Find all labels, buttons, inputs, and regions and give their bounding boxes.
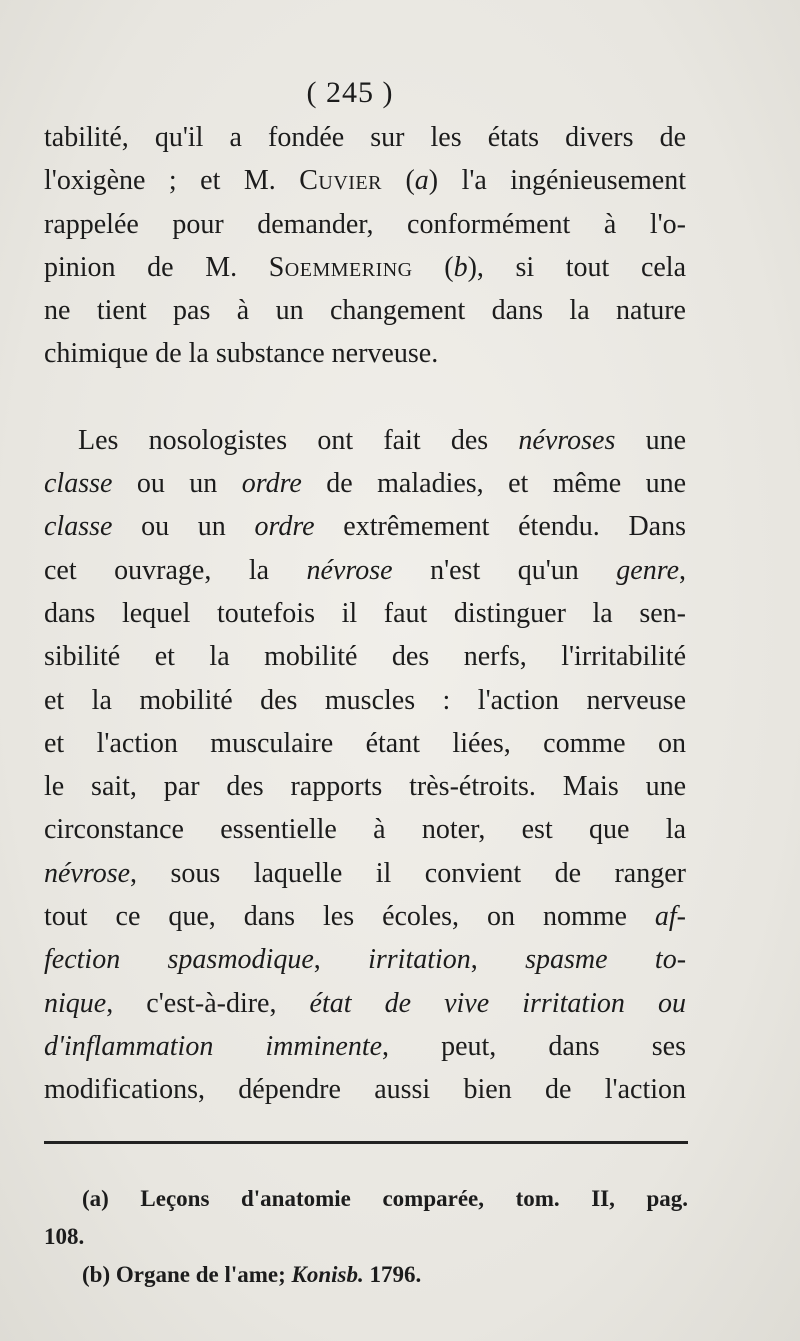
- text-line: [44, 332, 686, 375]
- italic-term: Konisb.: [291, 1262, 364, 1287]
- text-span: , sous laquelle il convient de ranger: [130, 857, 686, 889]
- footnotes: [44, 1180, 688, 1294]
- footnote-rule: [44, 1141, 688, 1144]
- footnote-ref: a: [414, 165, 429, 197]
- text-span: (a) Leçons d'anatomie comparée, tom. II, pag.: [82, 1186, 688, 1211]
- text-line: [44, 679, 686, 722]
- page-number: ( 245 ): [306, 76, 394, 109]
- text-span: ,: [679, 554, 686, 586]
- text-span: dans lequel toutefois il faut distinguer la sen-: [44, 597, 686, 629]
- text-span: chimique de la substance nerveuse.: [44, 338, 439, 370]
- text-span: de maladies, et même une: [301, 468, 686, 500]
- text-line: [44, 505, 686, 548]
- text-span: le sait, par des rapports très-étroits. Mais une: [44, 771, 686, 803]
- italic-term: névroses: [518, 424, 616, 456]
- text-span: tabilité, qu'il a fondée sur les états divers de: [44, 122, 686, 153]
- main-text: [44, 116, 686, 1112]
- text-span: 1796.: [363, 1262, 422, 1287]
- text-span: (: [381, 165, 415, 197]
- paragraph-gap: [44, 376, 686, 419]
- text-line: [44, 938, 686, 981]
- text-span: (b) Organe de l'ame;: [82, 1262, 292, 1287]
- text-span: (: [412, 251, 454, 283]
- italic-term: irritation: [368, 944, 471, 976]
- text-span: pinion de M.: [44, 251, 269, 283]
- author-name: Cuvier: [299, 165, 382, 197]
- text-line: [44, 246, 686, 289]
- text-line: [44, 852, 686, 895]
- text-line: [44, 462, 686, 505]
- italic-term: fection spasmodique: [44, 944, 314, 976]
- text-span: tout ce que, dans les écoles, on nomme: [44, 901, 655, 933]
- text-span: ,: [313, 944, 369, 976]
- text-span: , peut, dans ses: [382, 1030, 686, 1062]
- text-span: ), si tout cela: [467, 251, 687, 283]
- text-span: modifications, dépendre aussi bien de l'action: [44, 1074, 686, 1106]
- italic-term: ordre: [254, 511, 315, 543]
- text-span: Les nosologistes ont fait des: [78, 424, 519, 456]
- text-span: ,: [470, 944, 526, 976]
- italic-term: d'inflammation imminente: [44, 1030, 383, 1062]
- text-line: [44, 982, 686, 1025]
- text-span: sibilité et la mobilité des nerfs, l'irritabilité: [44, 641, 686, 673]
- text-span: et la mobilité des muscles : l'action nerveuse: [44, 684, 686, 716]
- italic-term: névrose: [306, 554, 393, 586]
- italic-term: af-: [654, 901, 686, 933]
- text-line: [44, 203, 686, 246]
- text-span: cet ouvrage, la: [44, 554, 307, 586]
- text-line: [44, 808, 686, 851]
- text-span: ) l'a ingénieusement: [428, 165, 687, 197]
- italic-term: nique: [44, 987, 107, 1019]
- text-span: et l'action musculaire étant liées, comme on: [44, 727, 686, 759]
- text-span: rappelée pour demander, conformément à l'o-: [44, 208, 686, 240]
- text-line: [44, 722, 686, 765]
- text-span: , c'est-à-dire,: [106, 987, 310, 1019]
- text-line: [44, 1068, 686, 1111]
- footnote-a: [44, 1180, 688, 1218]
- text-line: [44, 116, 686, 159]
- text-line: [44, 159, 686, 202]
- text-span: ou un: [112, 511, 255, 543]
- text-span: circonstance essentielle à noter, est que la: [44, 814, 686, 846]
- text-line: [44, 765, 686, 808]
- author-name: Soemmering: [268, 251, 413, 283]
- text-span: extrêmement étendu. Dans: [314, 511, 686, 543]
- italic-term: classe: [44, 511, 113, 543]
- text-span: n'est qu'un: [392, 554, 617, 586]
- text-line: [44, 592, 686, 635]
- text-line: [44, 1025, 686, 1068]
- footnote-b: [44, 1256, 688, 1294]
- footnote-ref: b: [453, 251, 468, 283]
- text-span: 108.: [44, 1224, 85, 1249]
- text-line: [44, 635, 686, 678]
- text-span: ou un: [112, 468, 242, 500]
- italic-term: état de vive irritation ou: [309, 987, 686, 1019]
- text-span: ne tient pas à un changement dans la nature: [44, 295, 686, 327]
- italic-term: névrose: [44, 857, 131, 889]
- text-span: l'oxigène ; et M.: [44, 165, 300, 197]
- italic-term: spasme to-: [525, 944, 687, 976]
- text-span: une: [615, 424, 686, 456]
- text-line: [44, 419, 686, 462]
- text-line: [44, 895, 686, 938]
- footnote-a-cont: [44, 1218, 688, 1256]
- italic-term: classe: [44, 468, 113, 500]
- italic-term: genre: [616, 554, 679, 586]
- text-line: [44, 289, 686, 332]
- text-line: [44, 549, 686, 592]
- italic-term: ordre: [241, 468, 302, 500]
